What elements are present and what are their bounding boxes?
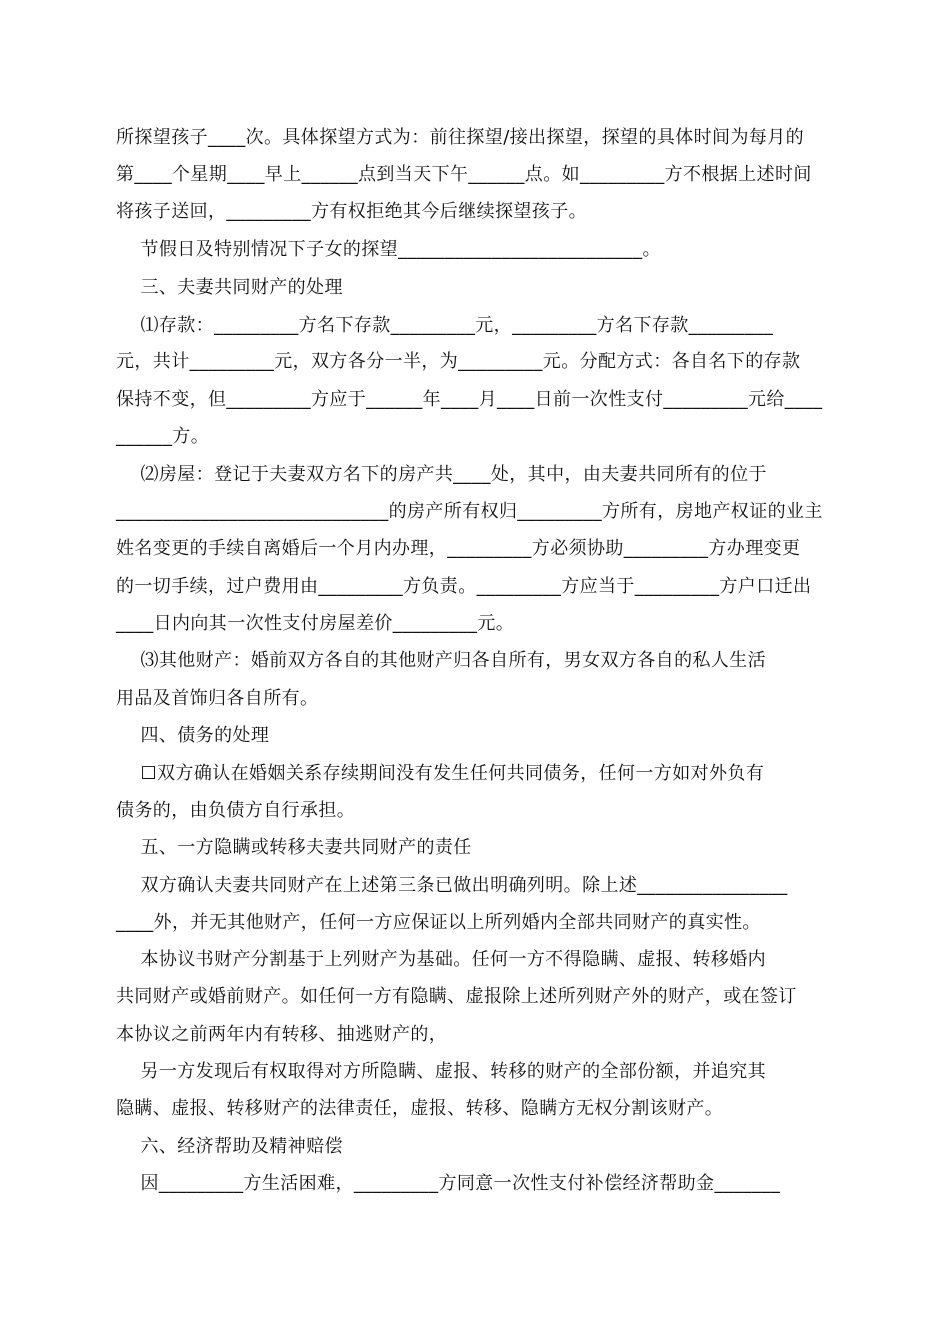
text-line: 另一方发现后有权取得对方所隐瞒、虚报、转移的财产的全部份额，并追究其	[116, 1061, 767, 1082]
text-line: 节假日及特别情况下子女的探望__________________________。	[116, 239, 661, 260]
text-line: 的一切手续，过户费用由_________方负责。_________方应当于_________方户口迁出	[116, 576, 812, 597]
text-line: 共同财产或婚前财产。如任何一方有隐瞒、虚报除上述所列财产外的财产，或在签订	[116, 986, 797, 1007]
text-line: ____日内向其一次性支付房屋差价_________元。	[116, 613, 515, 634]
text-line: ⑴存款：_________方名下存款_________元，_________方名下存款_________	[116, 315, 774, 336]
text-line: 因_________方生活困难，_________方同意一次性支付补偿经济帮助金_______	[116, 1173, 781, 1194]
section-heading: 六、经济帮助及精神赔偿	[116, 1136, 343, 1157]
text-line: 姓名变更的手续自离婚后一个月内办理，_________方必须协助_________方办理变更	[116, 538, 801, 559]
text-line: ☐双方确认在婚姻关系存续期间没有发生任何共同债务，任何一方如对外负有	[116, 763, 765, 784]
text-line: 第____个星期____早上______点到当天下午______点。如_________方不根据上述时间	[116, 164, 812, 185]
text-line: 保持不变，但_________方应于______年____月____日前一次性支付_________元给____	[116, 389, 823, 410]
text-line: 元，共计_________元，双方各分一半，为_________元。分配方式：各自名下的存款	[116, 351, 801, 372]
text-line: 隐瞒、虚报、转移财产的法律责任，虚报、转移、隐瞒方无权分割该财产。	[116, 1098, 724, 1119]
text-line: ⑶其他财产：婚前双方各自的其他财产归各自所有，男女双方各自的私人生活	[116, 650, 767, 671]
text-line: 将孩子送回，_________方有权拒绝其今后继续探望孩子。	[116, 201, 587, 222]
text-line: ____外，并无其他财产，任何一方应保证以上所列婚内全部共同财产的真实性。	[116, 912, 761, 933]
text-line: 本协议之前两年内有转移、抽逃财产的，	[116, 1024, 448, 1045]
text-line: _____________________________的房产所有权归_________方所有，房地产权证的业主	[116, 501, 823, 522]
section-heading: 四、债务的处理	[116, 725, 270, 746]
text-line: 用品及首饰归各自所有。	[116, 688, 319, 709]
text-line: 双方确认夫妻共同财产在上述第三条已做出明确列明。除上述________________	[116, 875, 788, 896]
section-heading: 三、夫妻共同财产的处理	[116, 277, 343, 298]
text-line: 所探望孩子____次。具体探望方式为：前往探望/接出探望，探望的具体时间为每月的	[116, 127, 805, 148]
text-line: 本协议书财产分割基于上列财产为基础。任何一方不得隐瞒、虚报、转移婚内	[116, 949, 767, 970]
text-line: ⑵房屋：登记于夫妻双方名下的房产共____处，其中，由夫妻共同所有的位于	[116, 464, 767, 485]
text-line: 债务的，由负债方自行承担。	[116, 800, 356, 821]
text-line: ______方。	[116, 426, 210, 447]
section-heading: 五、一方隐瞒或转移夫妻共同财产的责任	[116, 837, 472, 858]
